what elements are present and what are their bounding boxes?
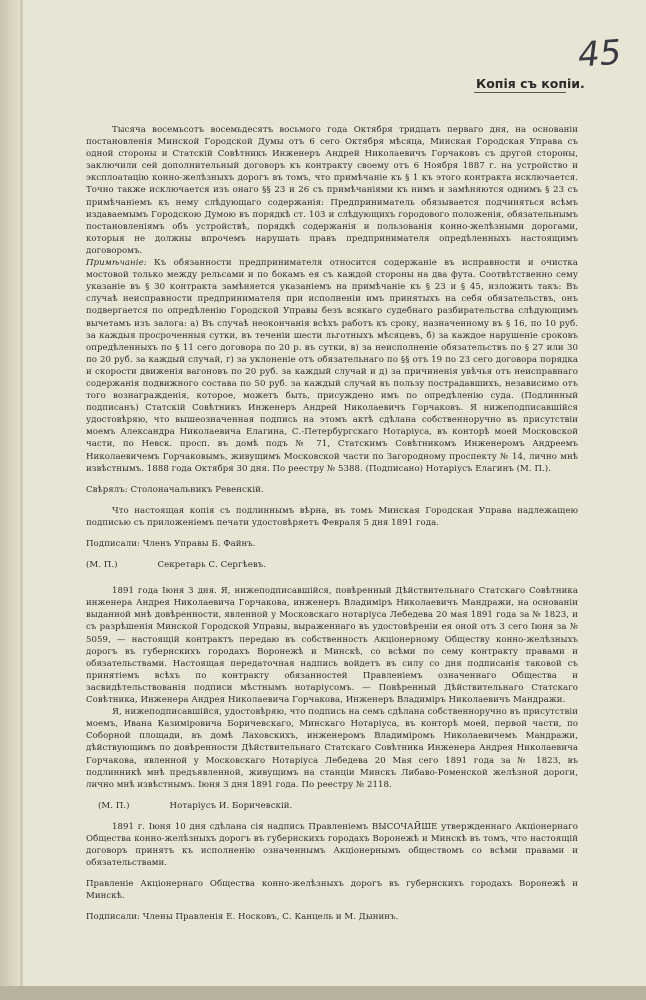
- scan-bottom-edge: [0, 986, 646, 1000]
- paragraph-board-endorsement: 1891 г. Іюня 10 дня сдѣлана сія надпись Правленіемъ ВЫСОЧАЙШЕ утвержденнаго Акціонернаго Общества конно-желѣзныхъ дорогъ въ губернскихъ городахъ Воронежѣ и Минскѣ въ томъ, что настоящій договоръ принятъ къ исполненію означеннымъ Акціонернымъ обществомъ со всѣми правами и обязательствами.: [86, 821, 578, 869]
- folio-number: 45: [576, 32, 623, 76]
- paragraph-contract-amendment: Тысяча восемьсотъ восемьдесятъ восьмого года Октября тридцать перваго дня, на основаніи постановленія Минской Городской Думы отъ 6 сего Октября мѣсяца, Минская Городская Управа съ одной стороны и Статскій Совѣтникъ Инженеръ Андрей Николаевичъ Горчаковъ съ другой стороны, заключили сей дополнительный договоръ къ контракту своему отъ 6 Ноября 1887 г. на устройство и эксплоатацію конно-желѣзныхъ дорогъ въ томъ, что примѣчаніе къ § 1 къ этого контракта исключается. Точно также исключается изъ онаго §§ 23 и 26 съ примѣчаніями къ нимъ и замѣняются однимъ § 23 съ примѣчаніемъ къ нему слѣдующаго содержанія: Предприниматель обязывается подчиняться всѣмъ издаваемымъ Городскою Думою въ порядкѣ ст. 103 и слѣдующихъ городового положенія, обязательнымъ постановленіямъ объ устройствѣ, порядкѣ содержанія и пользованія конно-желѣзными дорогами, которыя не должны впрочемъ нарушать правъ предпринимателя опредѣленныхъ настоящимъ договоромъ.: [86, 125, 578, 256]
- signed-line-uprava: Подписали: Членъ Управы Б. Файнъ.: [86, 539, 256, 549]
- paragraph-copy-certification: Что настоящая копія съ подлиннымъ вѣрна, въ томъ Минская Городская Управа надлежащею подписью съ приложеніемъ печати удостовѣряетъ Февраля 5 дня 1891 года.: [86, 505, 578, 528]
- binding-edge: [0, 0, 20, 1000]
- notary-signature: Нотаріусъ И. Боричевскій.: [169, 800, 293, 811]
- seal-notary-row: [86, 800, 578, 812]
- seal-mark: (М. П.): [86, 560, 118, 571]
- document-body: [86, 124, 578, 924]
- note-label: Примѣчаніе:: [86, 258, 147, 269]
- page-edge-line: [20, 0, 23, 1000]
- copy-mark: Копія съ копіи.: [476, 76, 585, 91]
- seal-secretary-row: [86, 559, 578, 571]
- copy-mark-underline: [474, 92, 566, 93]
- board-title: Правленіе Акціонернаго Общества конно-желѣзныхъ дорогъ въ губернскихъ городахъ Воронежѣ и Минскѣ.: [86, 879, 578, 902]
- secretary-signature: Секретарь С. Сергѣевъ.: [157, 560, 267, 571]
- verified-line: Свѣрялъ: Столоначальникъ Ревенскій.: [86, 484, 264, 495]
- paragraph-notary-certification: Я, нижеподписавшійся, удостовѣряю, что подпись на семъ сдѣлана собственноручно въ присутствіи моемъ, Ивана Казиміровича Боричевскаго, Минскаго Нотаріуса, въ конторѣ моей, первой части, по Соборной площади, въ домѣ Лаховскихъ, инженеромъ Владиміромъ Николаевичемъ Мандражи, дѣйствующимъ по довѣренности Дѣйствительнаго Статскаго Совѣтника Инженера Андрея Николаевича Горчакова, явленной у Московскаго Нотаріуса Лебедева 20 Мая сего 1891 года за № 1823, въ подлинникѣ мнѣ предъявленной, живущимъ на станціи Минскъ Либаво-Роменской желѣзной дороги, лично мнѣ извѣстнымъ. Іюня 3 дня 1891 года. По реестру № 2118.: [86, 707, 578, 790]
- seal-mark: (М. П.): [98, 800, 130, 811]
- paragraph-note: [86, 257, 578, 475]
- signed-line-board: Подписали: Члены Правленія Е. Носковъ, С. Канцель и М. Дынинъ.: [86, 912, 399, 923]
- paragraph-transfer-endorsement: 1891 года Іюня 3 дня. Я, нижеподписавшійся, повѣренный Дѣйствительнаго Статскаго Совѣтника инженера Андрея Николаевича Горчакова, инженеръ Владиміръ Николаевичъ Мандражи, на основаніи выданной мнѣ довѣренности, явленной у Московскаго нотаріуса Лебедева 20 мая 1891 года за № 1823, и съ разрѣшенія Минской Городской Управы, выраженнаго въ удостовѣреніи ея оной отъ 3 сего Іюня за № 5059, — настоящій контрактъ передаю въ собственность Акціонерному Обществу конно-желѣзныхъ дорогъ въ губернскихъ городахъ Воронежѣ и Минскѣ, со всѣми по сему контракту правами и обязательствами. Настоящая передаточная надпись войдетъ въ силу со дня подписанія таковой съ принятіемъ всѣхъ по контракту обязанностей Правленіемъ означеннаго Общества и засвидѣтельствованія подписи мѣстнымъ нотаріусомъ. — Повѣренный Дѣйствительнаго Статскаго Совѣтника, Инженера Андрея Николаевича Горчакова, Инженеръ Владиміръ Николаевичъ Мандражи.: [86, 586, 578, 706]
- note-text: Къ обязанности предпринимателя относится содержаніе въ исправности и очистка мостовой только между рельсами и по бокамъ ея съ каждой стороны на два фута. Соотвѣтственно сему указаніе въ § 30 контракта замѣняется указаніемъ на примѣчаніе къ § 23 и § 45, изложить такъ: Въ случаѣ неисправности предпринимателя при исполненіи имъ принятыхъ на себя обязательствъ, онъ подвергается по опредѣленію Городской Управы безъ всякаго судебнаго разбирательства слѣдующимъ вычетамъ изъ залога: а) Въ случаѣ неокончанія всѣхъ работъ къ сроку, назначенному въ § 16, по 10 руб. за каждыя просроченныя сутки, въ теченіи шести льготныхъ мѣсяцевъ, б) за каждое нарушеніе сроковъ опредѣленныхъ по § 11 сего договора по 20 р. въ сутки, в) за неисполненіе обязательствъ по § 27 или 30 по 20 руб. за каждый случай, г) за уклоненіе отъ обязательнаго по §§ отъ 19 по 23 сего договора порядка и скорости движенія вагоновъ по 20 руб. за каждый случай и д) за причиненія увѣчья отъ неисправнаго содержанія подвижного состава по 50 руб. за каждый случай въ пользу пострадавшихъ, независимо отъ того вознагражденія, которое, можетъ быть, присуждено имъ по опредѣленію суда. (Подлинный подписанъ) Статскій Совѣтникъ Инженеръ Андрей Николаевичъ Горчаковъ. Я нижеподписавшійся удостовѣряю, что вышеозначенная подпись на этомъ актѣ сдѣлана собственноручно въ присутствіи моемъ Александра Николаевича Елагина, С.-Петербургскаго Нотаріуса, въ конторѣ моей Московской части, по Невск. просп. въ домѣ подъ № 71, Статскимъ Совѣтникомъ Инженеромъ Андреемъ Николаевичемъ Горчаковымъ, живущимъ Московской части по Загородному проспекту № 14, лично мнѣ извѣстнымъ. 1888 года Октября 30 дня. По реестру № 5388. (Подписано) Нотаріусъ Елагинъ (М. П.).: [86, 258, 578, 474]
